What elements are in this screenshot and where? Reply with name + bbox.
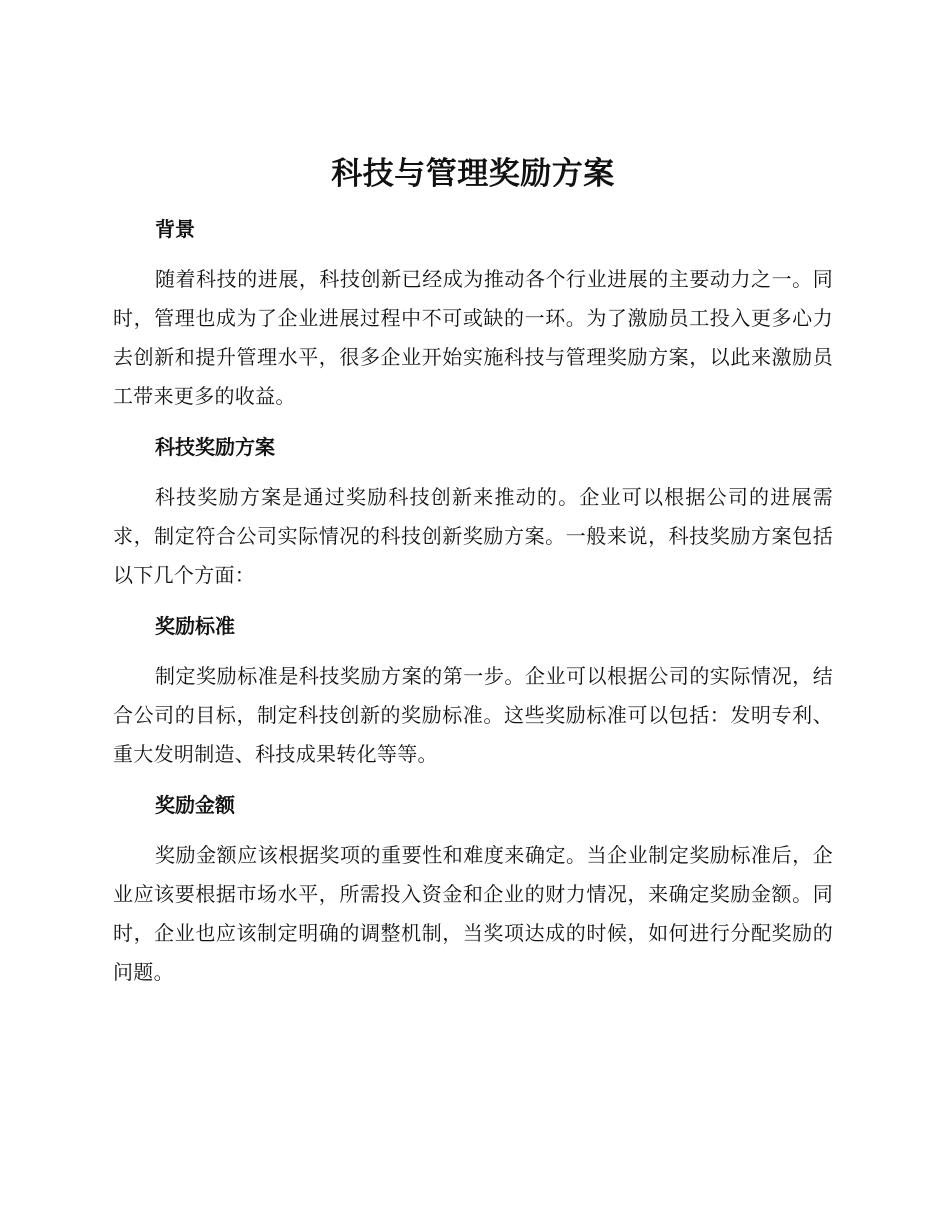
section-heading: 奖励标准 [155,614,235,638]
section-paragraph: 制定奖励标准是科技奖励方案的第一步。企业可以根据公司的实际情况，结合公司的目标，制定科技创新的奖励标准。这些奖励标准可以包括：发明专利、重大发明制造、科技成果转化等等。 [113,664,833,766]
section-heading: 背景 [155,217,195,241]
section-heading: 奖励金额 [155,793,235,817]
document-title: 科技与管理奖励方案 [331,156,615,192]
section-reward-amount [113,786,833,992]
section-paragraph: 随着科技的进展，科技创新已经成为推动各个行业进展的主要动力之一。同时，管理也成为了企业进展过程中不可或缺的一环。为了激励员工投入更多心力去创新和提升管理水平，很多企业开始实施科技与管理奖励方案，以此来激励员工带来更多的收益。 [113,267,833,408]
section-paragraph: 科技奖励方案是通过奖励科技创新来推动的。企业可以根据公司的进展需求，制定符合公司实际情况的科技创新奖励方案。一般来说，科技奖励方案包括以下几个方面： [113,485,833,587]
section-reward-standard [113,607,833,774]
section-paragraph: 奖励金额应该根据奖项的重要性和难度来确定。当企业制定奖励标准后，企业应该要根据市场水平，所需投入资金和企业的财力情况，来确定奖励金额。同时，企业也应该制定明确的调整机制，当奖项达成的时候，如何进行分配奖励的问题。 [113,843,833,984]
section-tech-reward-plan [113,428,833,595]
section-heading: 科技奖励方案 [155,435,275,459]
document-body [113,148,833,992]
section-background [113,210,833,416]
